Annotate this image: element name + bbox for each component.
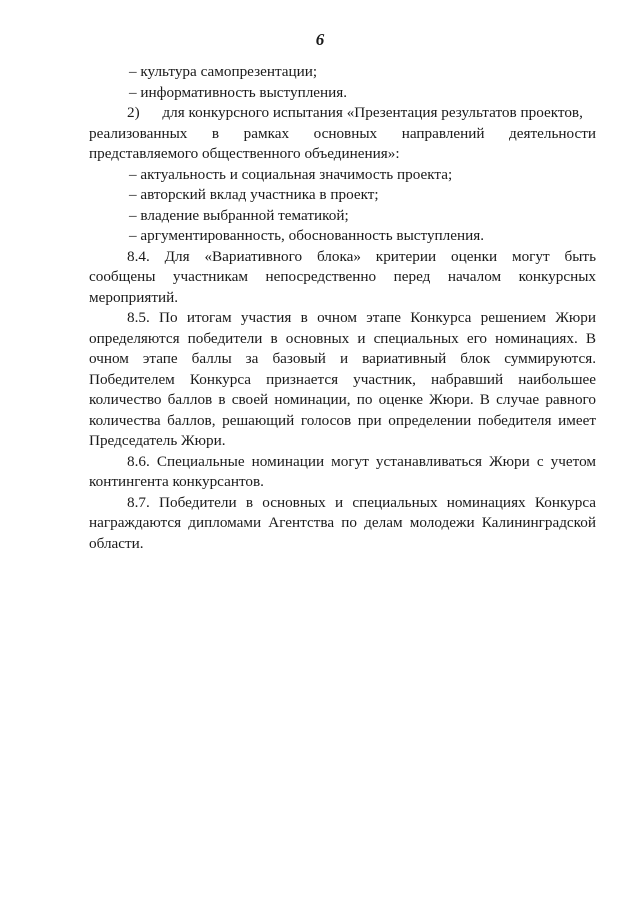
list-item: – аргументированность, обоснованность выступления. — [129, 227, 485, 244]
paragraph-line: сообщены участникам непосредственно перед началом конкурсных — [89, 268, 596, 285]
paragraph-line: представляемого общественного объединения»: — [89, 145, 400, 162]
paragraph-line: 8.4. Для «Вариативного блока» критерии оценки могут быть — [127, 247, 596, 265]
list-item: – авторский вклад участника в проект; — [129, 186, 379, 203]
paragraph-line: количества баллов, решающий голосов при определении победителя имеет — [89, 411, 596, 429]
paragraph-line: очном этапе баллы за базовый и вариативный блок суммируются. — [89, 350, 596, 367]
paragraph-line: награждаются дипломами Агентства по делам молодежи Калининградской — [89, 514, 596, 531]
page-number: 6 — [315, 30, 325, 49]
paragraph-line: 8.6. Специальные номинации могут устанавливаться Жюри с учетом — [127, 452, 596, 470]
paragraph-line: количество баллов в своей номинации, по оценке Жюри. В случае равного — [89, 391, 596, 408]
list-item: – информативность выступления. — [129, 83, 348, 101]
document-body — [89, 62, 596, 554]
paragraph-line: мероприятий. — [89, 288, 179, 306]
paragraph-line: определяются победители в основных и специальных его номинациях. В — [89, 329, 596, 347]
paragraph-line: 2) для конкурсного испытания «Презентация результатов проектов, — [127, 104, 583, 121]
list-item: – актуальность и социальная значимость проекта; — [129, 165, 453, 183]
list-item: – культура самопрезентации; — [129, 63, 318, 80]
paragraph-line: области. — [89, 534, 144, 552]
paragraph-line: контингента конкурсантов. — [89, 473, 264, 490]
paragraph-line: Председатель Жюри. — [89, 432, 226, 449]
paragraph-line: Победителем Конкурса признается участник, набравший наибольшее — [89, 370, 596, 388]
paragraph-line: 8.5. По итогам участия в очном этапе Конкурса решением Жюри — [127, 309, 596, 326]
paragraph-line: реализованных в рамках основных направлений деятельности — [89, 124, 596, 142]
paragraph-line: 8.7. Победители в основных и специальных номинациях Конкурса — [127, 493, 596, 511]
list-item: – владение выбранной тематикой; — [129, 206, 349, 224]
